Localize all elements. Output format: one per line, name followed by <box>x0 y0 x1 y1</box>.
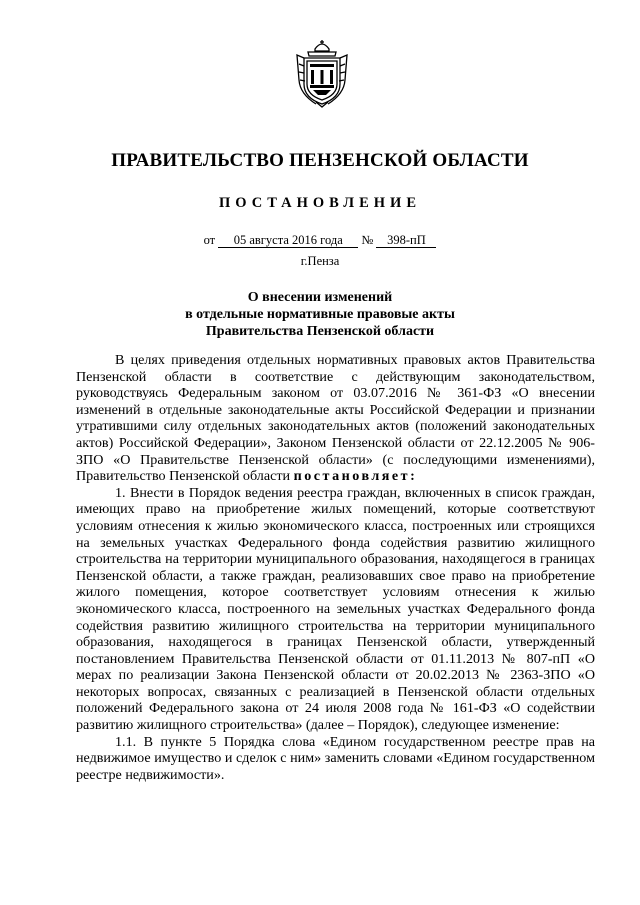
paragraph-item-1-1: 1.1. В пункте 5 Порядка слова «Едином государственном реестре прав на недвижимое имущество и сделок с ним» заменить словами «Едином государственном реестре недвижимости». <box>76 733 595 783</box>
date-prefix: от <box>203 233 216 247</box>
document-title <box>0 289 640 340</box>
coat-of-arms-emblem <box>296 40 348 108</box>
document-number: 398-пП <box>376 234 436 248</box>
title-line-1: О внесении изменений <box>247 290 393 305</box>
document-type: ПОСТАНОВЛЕНИЕ <box>218 195 421 211</box>
document-meta <box>0 233 640 248</box>
document-date: 05 августа 2016 года <box>218 234 358 248</box>
number-sign: № <box>361 233 374 247</box>
paragraph-preamble <box>76 352 595 485</box>
paragraph-item-1: 1. Внести в Порядок ведения реестра граждан, включенных в список граждан, имеющих право на приобретение жилых помещений, которые соответствуют условиям отнесения к жилью экономического класса, построенных или строящихся на земельных участках Федерального фонда содействия развитию жилищного строительства на территории муниципального образования, находящегося в границах Пензенской области, а также граждан, реализовавших свое право на приобретение жилого помещения, которое соответствует условиям отнесения к жилью экономического класса, построенного на земельных участках Федерального фонда содействия развитию жилищного строительства на территории муниципального образования, находящегося в границах Пензенской области, утвержденный постановлением Правительства Пензенской области от 01.11.2013 № 807-пП «О мерах по реализации Закона Пензенской области от 20.02.2013 № 2363-ЗПО «О некоторых вопросах, связанных с реализацией в Пензенской области отдельных положений Федерального закона от 24 июля 2008 года № 161-ФЗ «О содействии развитию жилищного строительства» (далее – Порядок), следующее изменение: <box>76 484 595 734</box>
government-name: ПРАВИТЕЛЬСТВО ПЕНЗЕНСКОЙ ОБЛАСТИ <box>111 150 529 171</box>
title-line-3: Правительства Пензенской области <box>205 324 435 339</box>
resolves-word: постановляет: <box>293 468 418 485</box>
title-line-2: в отдельные нормативные правовые акты <box>185 307 455 322</box>
document-body <box>76 352 595 783</box>
city: г.Пенза <box>300 254 340 268</box>
preamble-text: В целях приведения отдельных нормативных правовых актов Правительства Пензенской области в соответствие с действующим законодательством, руководствуясь Федеральным законом от 03.07.2016 № 361-ФЗ «О внесении изменений в отдельные законодательные акты Российской Федерации и признании утратившими силу отдельных законодательных актов (положений законодательных актов) Российской Федерации», Законом Пензенской области от 22.12.2005 № 906-ЗПО «О Правительстве Пензенской области» (с последующими изменениями), Правительство Пензенской области <box>76 352 595 485</box>
